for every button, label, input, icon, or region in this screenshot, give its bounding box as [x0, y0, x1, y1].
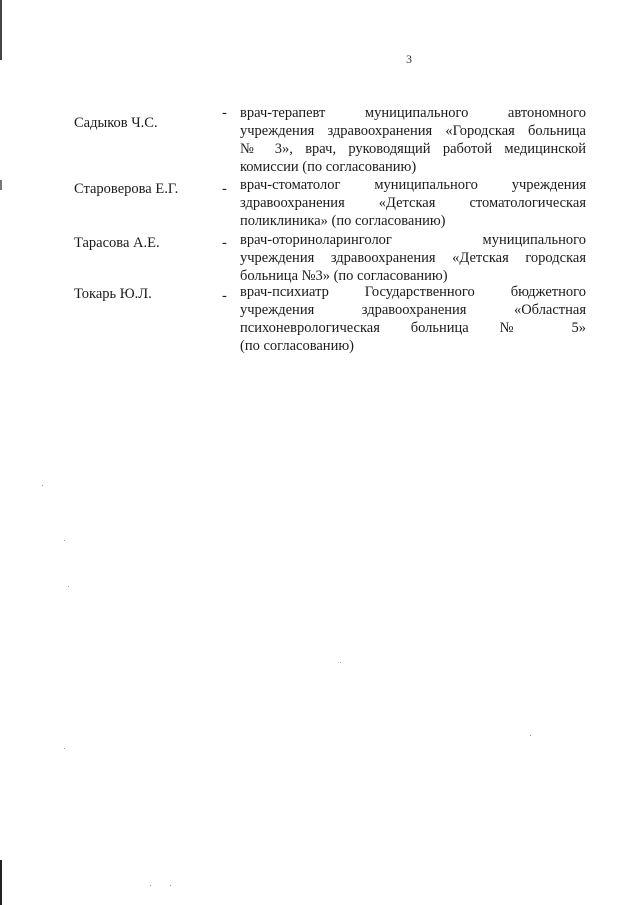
description-line: учреждения здравоохранения «Городская больница	[240, 123, 586, 139]
page-number: 3	[406, 52, 412, 66]
position-description	[240, 231, 586, 285]
description-line: психоневрологическая больница № 5»	[240, 320, 586, 336]
description-line: учреждения здравоохранения «Детская городская	[240, 250, 586, 266]
person-name: Садыков Ч.С.	[74, 115, 158, 131]
scan-speck	[170, 885, 171, 886]
description-line: № 3», врач, руководящий работой медицинской	[240, 141, 586, 157]
scan-speck	[64, 540, 65, 541]
description-line: врач-психиатр Государственного бюджетного	[240, 284, 586, 300]
description-line: врач-оториноларинголог муниципального	[240, 232, 586, 248]
scan-left-edge	[0, 0, 2, 905]
dash-separator: -	[222, 181, 227, 197]
description-line: здравоохранения «Детская стоматологическая	[240, 195, 586, 211]
person-name: Токарь Ю.Л.	[74, 286, 152, 302]
dash-separator: -	[222, 235, 227, 251]
scan-speck	[42, 485, 43, 486]
description-line: комиссии (по согласованию)	[240, 159, 417, 175]
scan-speck	[340, 662, 341, 663]
scan-speck	[64, 748, 65, 749]
position-description	[240, 283, 586, 355]
description-line: врач-терапевт муниципального автономного	[240, 105, 586, 121]
position-description	[240, 176, 586, 230]
description-line: больница №3» (по согласованию)	[240, 268, 448, 284]
position-description	[240, 104, 586, 176]
scan-speck	[150, 885, 151, 886]
description-line: врач-стоматолог муниципального учреждения	[240, 177, 586, 193]
description-line: поликлиника» (по согласованию)	[240, 213, 446, 229]
description-line: учреждения здравоохранения «Областная	[240, 302, 586, 318]
dash-separator: -	[222, 288, 227, 304]
person-name: Тарасова А.Е.	[74, 235, 160, 251]
dash-separator: -	[222, 105, 227, 121]
description-line: (по согласованию)	[240, 338, 354, 354]
scan-speck	[530, 735, 531, 736]
scan-speck	[68, 586, 69, 587]
person-name: Староверова Е.Г.	[74, 181, 179, 197]
